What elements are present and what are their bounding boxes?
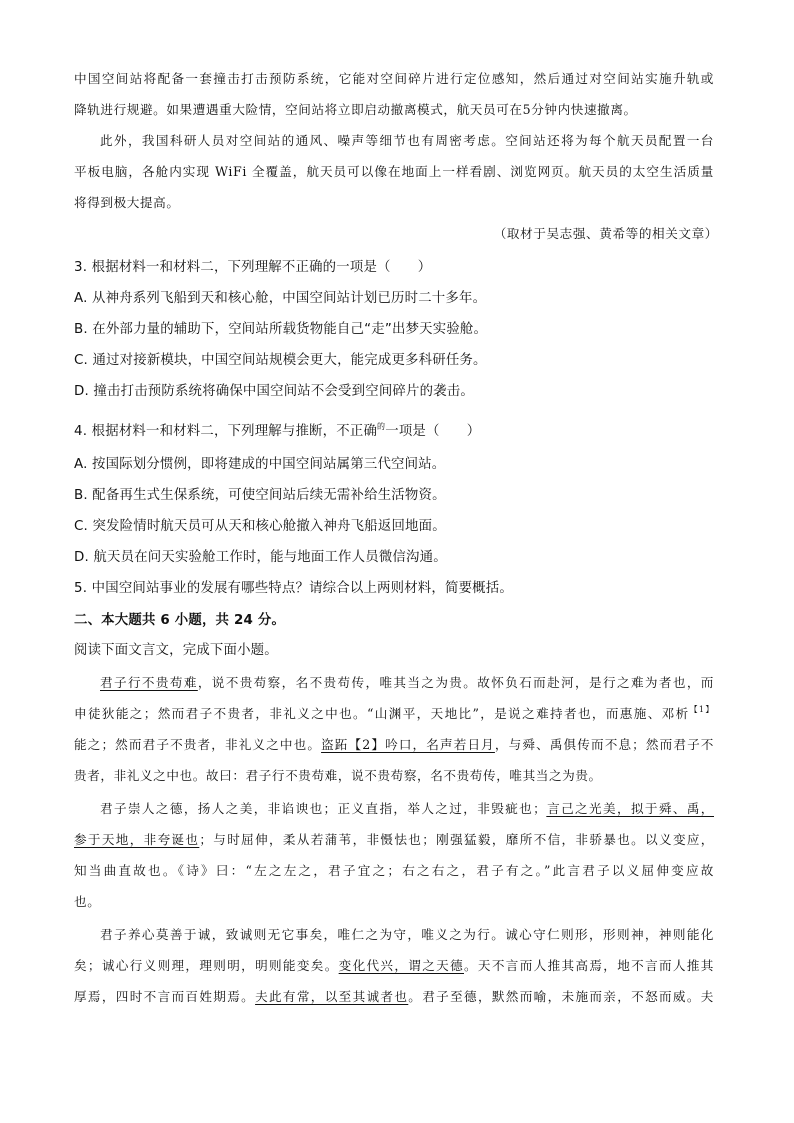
classical-line: 申徒狄能之；然而君子不贵者，非礼义之中也。“山渊平，天地比”，是说之难持者也，而惠施、邓析$^{【1】}$ bbox=[74, 705, 714, 721]
passage-line: 降轨进行规避。如果遭遇重大险情，空间站将立即启动撤离模式，航天员可在5分钟内快速撤离。 bbox=[74, 102, 637, 117]
passage-line: 将得到极大提高。 bbox=[74, 195, 180, 210]
classical-line: 参于天地，非夸诞也；与时屈伸，柔从若蒲苇，非慑怯也；刚强猛毅，靡所不信，非骄暴也。以义变应， bbox=[74, 832, 714, 847]
passage-source: （取材于吴志强、黄希等的相关文章） bbox=[493, 226, 718, 241]
section-instruction: 阅读下面文言文，完成下面小题。 bbox=[74, 643, 278, 658]
classical-line: 贵者，非礼义之中也。故曰：君子行不贵苟难，说不贵苟察，名不贵苟传，唯其当之为贵。 bbox=[74, 768, 602, 783]
classical-line: 矣；诚心行义则理，理则明，明则能变矣。变化代兴，谓之天德。天不言而人推其高焉，地不言而人推其 bbox=[74, 958, 714, 973]
question-4-option-d: D. 航天员在问天实验舱工作时，能与地面工作人员微信沟通。 bbox=[74, 550, 447, 565]
question-3-option-c: C. 通过对接新模块，中国空间站规模会更大，能完成更多科研任务。 bbox=[74, 353, 487, 368]
classical-line: 知当曲直故也。《诗》曰：“左之左之，君子宜之；右之右之，君子有之。”此言君子以义屈伸变应故 bbox=[74, 863, 714, 878]
section-heading: 二、本大题共 6 小题，共 24 分。 bbox=[74, 613, 286, 628]
question-4-option-b: B. 配备再生式生保系统，可使空间站后续无需补给生活物资。 bbox=[74, 488, 446, 503]
classical-line: 君子养心莫善于诚，致诚则无它事矣，唯仁之为守，唯义之为行。诚心守仁则形，形则神，神则能化 bbox=[100, 927, 714, 942]
question-3-stem: 3. 根据材料一和材料二，下列理解不正确的一项是（ ） bbox=[74, 260, 432, 275]
passage-line: 此外，我国科研人员对空间站的通风、噪声等细节也有周密考虑。空间站还将为每个航天员配置一台 bbox=[100, 133, 714, 148]
question-3-option-d: D. 撞击打击预防系统将确保中国空间站不会受到空间碎片的袭击。 bbox=[74, 384, 474, 399]
classical-line: 厚焉，四时不言而百姓期焉。夫此有常，以至其诚者也。君子至德，默然而喻，未施而亲，不怒而威。夫 bbox=[74, 989, 714, 1004]
classical-line: 君子行不贵苟难，说不贵苟察，名不贵苟传，唯其当之为贵。故怀负石而赴河，是行之难为者也，而 bbox=[100, 675, 715, 690]
passage-line: 中国空间站将配备一套撞击打击预防系统，它能对空间碎片进行定位感知，然后通过对空间站实施升轨或 bbox=[74, 71, 714, 86]
classical-line: 也。 bbox=[74, 894, 101, 909]
question-3-option-b: B. 在外部力量的辅助下，空间站所载货物能自己“走”出梦天实验舱。 bbox=[74, 322, 488, 337]
passage-line: 平板电脑，各舱内实现 WiFi 全覆盖，航天员可以像在地面上一样看剧、浏览网页。航天员的太空生活质量 bbox=[74, 164, 714, 179]
question-4-option-c: C. 突发险情时航天员可从天和核心舱撤入神舟飞船返回地面。 bbox=[74, 519, 446, 534]
classical-line: 君子崇人之德，扬人之美，非谄谀也；正义直指，举人之过，非毁疵也；言己之光美，拟于舜、禹， bbox=[100, 801, 714, 816]
question-5-stem: 5. 中国空间站事业的发展有哪些特点？请综合以上两则材料，简要概括。 bbox=[74, 581, 513, 596]
classical-line: 能之；然而君子不贵者，非礼义之中也。盗跖【2】吟口，名声若日月，与舜、禹俱传而不息；然而君子不 bbox=[74, 737, 714, 752]
question-4-option-a: A. 按国际划分惯例，即将建成的中国空间站属第三代空间站。 bbox=[74, 457, 446, 472]
question-3-option-a: A. 从神舟系列飞船到天和核心舱，中国空间站计划已历时二十多年。 bbox=[74, 291, 487, 306]
question-4-stem: 4. 根据材料一和材料二，下列理解与推断，不正确$^的$一项是（ ） bbox=[74, 422, 481, 439]
